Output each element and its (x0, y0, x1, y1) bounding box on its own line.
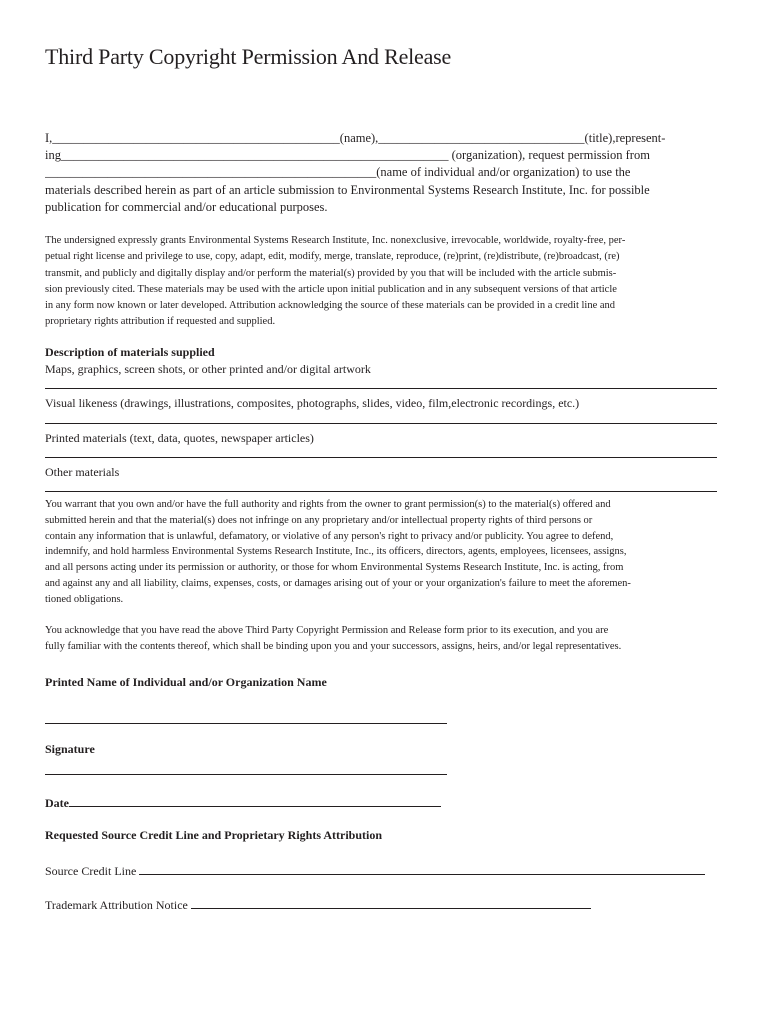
material-entry-line[interactable] (45, 447, 717, 458)
trademark-label: Trademark Attribution Notice (45, 898, 188, 912)
intro-paragraph (45, 130, 726, 216)
material-item-label: Maps, graphics, screen shots, or other printed and/or digital artwork (45, 362, 371, 377)
date-row (45, 794, 441, 811)
signature-field[interactable] (45, 762, 447, 779)
document-title: Third Party Copyright Permission And Release (45, 44, 452, 69)
printed-name-field[interactable] (45, 711, 447, 728)
grant-line: proprietary rights attribution if requested and supplied. (45, 316, 276, 328)
credit-heading: Requested Source Credit Line and Proprietary Rights Attribution (45, 828, 383, 842)
material-item-label: Visual likeness (drawings, illustrations, composites, photographs, slides, video, film,electronic recordings, etc.) (45, 396, 580, 411)
date-label: Date (45, 796, 69, 810)
material-entry-line[interactable] (45, 481, 717, 492)
warranty-line: submitted herein and that the material(s) does not infringe on any proprietary and/or intellectual property rights of third persons or (45, 514, 593, 526)
grant-line: transmit, and publicly and digitally display and/or perform the material(s) provided by you that will be included with the article submis- (45, 267, 617, 279)
intro-line: _____________________________________________________(name of individual and/or organization) to use the (45, 165, 631, 180)
warranty-line: tioned obligations. (45, 593, 124, 605)
source-credit-label: Source Credit Line (45, 864, 137, 878)
warranty-line: contain any information that is unlawful, defamatory, or violative of any person's right to privacy and/or publicity. You agree to defend, (45, 530, 614, 542)
intro-line: I,______________________________________________(name),_________________________________(title),represent- (45, 131, 666, 145)
warranty-line: indemnify, and hold harmless Environmental Systems Research Institute, Inc., its officers, directors, agents, employees, licensees, assigns, (45, 546, 627, 558)
grant-line: petual right license and privilege to use, copy, adapt, edit, modify, merge, translate, reproduce, (re)print, (re)distribute, (re)broadcast, (re) (45, 251, 620, 263)
source-credit-field[interactable] (139, 862, 705, 875)
acknowledgement-paragraph (45, 623, 726, 656)
warranty-paragraph (45, 497, 726, 608)
material-entry-line[interactable] (45, 378, 717, 389)
materials-description-section (45, 344, 726, 498)
material-item-label: Other materials (45, 464, 120, 479)
warranty-line: and all persons acting under its permission or authority, or those for whom Environmental Systems Research Institute, Inc. is acting, from (45, 562, 624, 574)
date-field[interactable] (69, 794, 441, 807)
grant-line: The undersigned expressly grants Environmental Systems Research Institute, Inc. nonexclusive, irrevocable, worldwide, royalty-free, per- (45, 235, 626, 246)
trademark-field[interactable] (191, 896, 591, 909)
printed-name-label: Printed Name of Individual and/or Organization Name (45, 675, 327, 689)
ack-line: fully familiar with the contents thereof, which shall be binding upon you and your successors, assigns, heirs, and/or legal representatives. (45, 641, 622, 653)
signature-label: Signature (45, 742, 95, 756)
material-item-label: Printed materials (text, data, quotes, newspaper articles) (45, 430, 314, 445)
grant-paragraph (45, 233, 726, 331)
grant-line: sion previously cited. These materials may be used with the article upon initial publication and in any subsequent versions of that article (45, 283, 617, 295)
materials-heading: Description of materials supplied (45, 345, 215, 359)
intro-line: materials described herein as part of an article submission to Environmental Systems Research Institute, Inc. for possible (45, 182, 650, 197)
trademark-row (45, 896, 591, 913)
warranty-line: You warrant that you own and/or have the full authority and rights from the owner to grant permission(s) to the material(s) offered and (45, 499, 611, 510)
intro-line: publication for commercial and/or educational purposes. (45, 199, 328, 214)
ack-line: You acknowledge that you have read the above Third Party Copyright Permission and Release form prior to its execution, and you are (45, 625, 609, 636)
source-credit-row (45, 862, 705, 879)
intro-line: ing______________________________________________________________ (organization), request permission from (45, 148, 650, 163)
grant-line: in any form now known or later developed. Attribution acknowledging the source of these materials can be provided in a credit line and (45, 300, 616, 312)
warranty-line: and against any and all liability, claims, expenses, costs, or damages arising out of your or your organization's failure to meet the aforemen- (45, 577, 631, 589)
material-entry-line[interactable] (45, 413, 717, 424)
